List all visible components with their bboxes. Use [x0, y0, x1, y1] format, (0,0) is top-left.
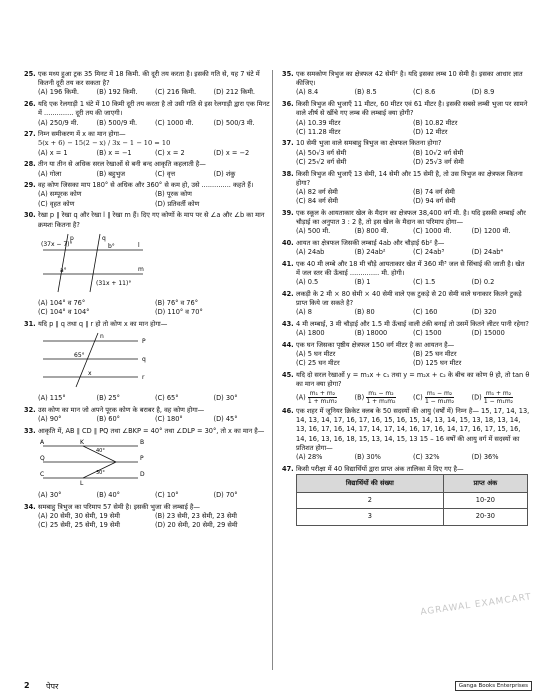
- option-b[interactable]: [355, 390, 414, 405]
- svg-text:q: q: [102, 234, 106, 242]
- options-list: [24, 88, 272, 97]
- option-d[interactable]: (D) 20 सेमी, 20 सेमी, 29 सेमी: [155, 521, 238, 530]
- question-number: 25.: [24, 70, 36, 78]
- option-d[interactable]: (D) x = −2: [213, 148, 250, 157]
- svg-text:B: B: [140, 439, 145, 447]
- option-c[interactable]: (C) वृत्त: [155, 169, 176, 178]
- option-b[interactable]: (B) 10√2 वर्ग सेमी: [413, 148, 464, 157]
- question-formula: 5(x + 6) − 15(2 − x) / 3x − 1 − 10 = 10: [38, 139, 171, 148]
- table-row: [297, 509, 528, 525]
- option-b[interactable]: (B) 40°: [96, 491, 120, 500]
- svg-text:A: A: [40, 439, 45, 447]
- option-a[interactable]: (A) 8: [296, 308, 312, 317]
- question-text: वह कोण जिसका माप 180° से अधिक और 360° से कम हो, उसे .............. कहते हैं।: [38, 181, 254, 190]
- page-number: 2: [24, 681, 30, 690]
- question-number: 37.: [282, 139, 294, 148]
- question-number: 36.: [282, 100, 294, 109]
- options-list: [282, 350, 530, 368]
- table-cell: 3: [297, 509, 444, 525]
- page-footer: [0, 678, 554, 700]
- option-c[interactable]: (C) x = 2: [155, 148, 185, 157]
- question-36: [282, 100, 530, 137]
- options-list: [24, 491, 272, 500]
- option-d[interactable]: (D) 15000: [471, 329, 505, 338]
- options-list: [282, 88, 530, 97]
- question-number: 35.: [282, 70, 294, 78]
- options-list: [282, 453, 530, 462]
- options-list: [24, 119, 272, 128]
- option-letter: (D): [471, 393, 482, 401]
- svg-text:40°: 40°: [96, 448, 105, 455]
- fraction: [484, 390, 513, 405]
- numerator: m₁ − m₂: [426, 389, 453, 397]
- option-b[interactable]: (B) 23 सेमी, 23 सेमी, 23 सेमी: [155, 512, 237, 521]
- option-b[interactable]: (B) 10.82 मीटर: [413, 118, 458, 127]
- svg-text:p: p: [70, 234, 74, 242]
- option-a[interactable]: (A) 90°: [38, 415, 62, 424]
- option-b[interactable]: (B) x = −1: [96, 148, 132, 157]
- option-c[interactable]: [413, 390, 472, 405]
- question-number: 38.: [282, 169, 294, 178]
- option-b[interactable]: (B) 30%: [354, 453, 381, 462]
- option-b[interactable]: (B) पूरक कोण: [155, 190, 192, 199]
- question-42: [282, 290, 530, 318]
- question-text: आयत का क्षेत्रफल जिसकी लम्बाई 4ab और चौड़ाई 6b² है—: [296, 238, 445, 247]
- option-d[interactable]: (D) 25√3 वर्ग सेमी: [413, 157, 464, 166]
- option-b[interactable]: (B) 60°: [96, 415, 120, 424]
- option-d[interactable]: (D) 1200 मी.: [471, 227, 511, 236]
- question-text: निम्न समीकरण में x का मान होगा—: [38, 130, 126, 139]
- option-c[interactable]: (C) 180°: [155, 415, 183, 424]
- question-text: यदि एक रेलगाड़ी 1 घंटे में 10 किमी दूरी तय करता है तो उसी गति से इस रेलगाड़ी द्वारा एक मिनट में .............. दूरी तय की जाएगी।: [38, 100, 270, 118]
- option-b[interactable]: (B) 500/9 मी.: [96, 118, 138, 127]
- svg-text:(31x + 11)°: (31x + 11)°: [96, 279, 132, 287]
- option-d[interactable]: (D) 12 मीटर: [413, 127, 448, 136]
- question-text: 4 मी लम्बाई, 3 मी चौड़ाई और 1.5 मी ऊँचाई वाली टंकी बनाई तो उसमें कितने लीटर पानी रहेगा?: [296, 320, 529, 329]
- options-list: [282, 248, 530, 257]
- fraction: [308, 390, 337, 405]
- question-33: [24, 427, 272, 501]
- column-divider: [272, 70, 273, 670]
- denominator: 1 + m₁m₂: [307, 397, 338, 405]
- svg-text:65°: 65°: [74, 352, 85, 360]
- question-text: यदि दो सरल रेखाओं y = m₁x + c₁ तथा y = m₂x + c₂ के बीच का कोण θ हो, तो tan θ का मान क्या होगा?: [296, 371, 530, 389]
- option-a[interactable]: (A) x = 1: [38, 148, 68, 157]
- svg-text:L: L: [80, 480, 84, 487]
- question-34: [24, 503, 272, 531]
- question-number: 27.: [24, 130, 36, 139]
- question-number: 32.: [24, 405, 36, 414]
- question-number: 34.: [24, 502, 36, 511]
- options-list: [24, 190, 272, 208]
- question-35: [282, 70, 530, 98]
- option-b[interactable]: (B) 1: [354, 278, 371, 287]
- question-number: 40.: [282, 238, 294, 247]
- options-list: [24, 299, 272, 317]
- question-40: [282, 239, 530, 257]
- option-b[interactable]: (B) 80: [354, 308, 375, 317]
- option-d[interactable]: (D) 30°: [213, 394, 238, 403]
- option-a[interactable]: (A) 24ab: [296, 248, 325, 257]
- question-number: 29.: [24, 181, 36, 190]
- data-table: [296, 474, 528, 526]
- option-c[interactable]: (C) 25√2 वर्ग सेमी: [296, 157, 347, 166]
- option-letter: (C): [413, 393, 423, 401]
- option-c[interactable]: (C) 65°: [155, 394, 179, 403]
- option-c[interactable]: (C) 1000 मी.: [413, 227, 452, 236]
- question-45: [282, 371, 530, 404]
- question-38: [282, 170, 530, 207]
- options-list: [282, 188, 530, 206]
- options-list: [282, 119, 530, 137]
- option-a[interactable]: (A) 20 सेमी, 30 सेमी, 19 सेमी: [38, 512, 120, 521]
- option-d[interactable]: [472, 390, 531, 405]
- option-a[interactable]: (A) 30°: [38, 491, 62, 500]
- question-text: लकड़ी के 2 मी × 80 सेमी × 40 सेमी वाले एक टुकड़े से 20 सेमी वाले घनाकार कितने टुकड़े प्राप्त किये जा सकते है?: [296, 289, 522, 308]
- question-number: 28.: [24, 160, 36, 169]
- option-d[interactable]: (D) 8.9: [471, 88, 495, 97]
- question-37: [282, 139, 530, 167]
- option-a[interactable]: (A) 28%: [296, 453, 323, 462]
- options-list: [282, 390, 530, 405]
- option-a[interactable]: (A) 10.39 मीटर: [296, 118, 341, 127]
- options-list: [24, 415, 272, 424]
- question-number: 42.: [282, 289, 294, 298]
- option-a[interactable]: (A) 250/9 मी.: [38, 118, 79, 127]
- fraction: [425, 390, 454, 405]
- question-26: [24, 100, 272, 128]
- option-b[interactable]: (B) 18000: [354, 329, 388, 338]
- question-43: [282, 320, 530, 338]
- question-25: [24, 70, 272, 98]
- option-a[interactable]: (A) 500 मी.: [296, 227, 331, 236]
- denominator: 1 − m₁m₂: [483, 397, 514, 405]
- question-32: [24, 406, 272, 424]
- question-text: किसी परीक्षा में 40 विद्यार्थियों द्वारा प्राप्त अंक तालिका में दिए गए है—: [296, 464, 464, 473]
- question-number: 26.: [24, 100, 36, 109]
- option-c[interactable]: (C) 84 वर्ग सेमी: [296, 197, 338, 206]
- options-list: [24, 394, 272, 403]
- option-a[interactable]: (A) 50√3 वर्ग सेमी: [296, 148, 347, 157]
- table-cell: 10-20: [443, 493, 527, 509]
- svg-text:D: D: [140, 471, 145, 479]
- options-list: [24, 170, 272, 179]
- option-a[interactable]: (A) 196 किमी.: [38, 88, 79, 97]
- question-text: एक समकोण त्रिभुज का क्षेत्रफल 42 सेमी² है। यदि इसका लम्ब 10 सेमी है। इसका आधार ज्ञात कीजिए।: [296, 70, 523, 88]
- question-number: 30.: [24, 211, 36, 220]
- svg-text:Q: Q: [40, 455, 45, 463]
- question-number: 47.: [282, 464, 294, 473]
- option-b[interactable]: (B) 25 घन मीटर: [413, 350, 457, 359]
- question-figure: [24, 232, 272, 297]
- option-d[interactable]: (D) 500/3 मी.: [213, 118, 255, 127]
- svg-text:m: m: [138, 265, 144, 273]
- options-list: [24, 512, 272, 530]
- option-c[interactable]: (C) 25 सेमी, 25 सेमी, 19 सेमी: [38, 521, 121, 530]
- option-b[interactable]: (B) 74 वर्ग सेमी: [413, 187, 455, 196]
- question-text: किसी त्रिभुज की भुजाएँ 11 मीटर, 60 मीटर एवं 61 मीटर है। इसकी सबसे लम्बी भुजा पर सामने वाले शीर्ष से खींचे गए लम्ब की लम्बाई क्या होगी?: [296, 100, 528, 118]
- question-44: [282, 341, 530, 369]
- option-b[interactable]: (B) 76° व 76°: [155, 298, 198, 307]
- question-number: 41.: [282, 259, 294, 268]
- option-a[interactable]: (A) 5 घन मीटर: [296, 350, 336, 359]
- question-number: 43.: [282, 320, 294, 329]
- watermark: AGRAWAL EXAMCART: [419, 592, 533, 618]
- option-c[interactable]: (C) 160: [413, 308, 438, 317]
- option-letter: (B): [354, 393, 365, 401]
- option-b[interactable]: (B) 192 किमी.: [96, 88, 138, 97]
- question-text: रेखा p ∥ रेखा q और रेखा l ∥ रेखा m हैं। दिए गए कोणों के माप पर से ∠a और ∠b का मान क्रमशः कितना है?: [38, 211, 265, 229]
- question-31: [24, 320, 272, 404]
- svg-text:30°: 30°: [96, 470, 105, 477]
- option-d[interactable]: (D) प्रतिवर्ती कोण: [155, 199, 200, 208]
- question-figure: [24, 438, 272, 489]
- option-d[interactable]: (D) 125 घन मीटर: [413, 359, 462, 368]
- question-text: एक स्कूल के आयताकार खेल के मैदान का क्षेत्रफल 38,400 वर्ग मी. है। यदि इसकी लम्बाई और चौड़ाई का अनुपात 3 : 2 है, तो इस खेल के मैदान का परिमाप होगा—: [296, 208, 526, 227]
- svg-text:n: n: [100, 333, 104, 341]
- numerator: m₁ − m₂: [368, 389, 394, 397]
- options-list: [282, 329, 530, 338]
- option-d[interactable]: (D) 110° व 70°: [155, 308, 203, 317]
- options-list: [282, 149, 530, 167]
- table-row: [297, 493, 528, 509]
- svg-text:q: q: [142, 356, 146, 364]
- options-list: [282, 278, 530, 287]
- question-29: [24, 181, 272, 209]
- question-text: एक मध्य हुआ ट्रक 35 मिनट में 18 किमी. की दूरी तय करता है। इसकी गति से, यह 7 घंटे में कितनी दूरी तय कर सकता है?: [38, 70, 260, 88]
- svg-text:P: P: [142, 338, 146, 346]
- svg-text:r: r: [142, 374, 145, 382]
- svg-text:K: K: [80, 439, 84, 447]
- options-list: [24, 149, 272, 158]
- svg-text:P: P: [140, 455, 144, 463]
- option-d[interactable]: (D) 45°: [213, 415, 238, 424]
- option-c[interactable]: (C) 1500: [413, 329, 442, 338]
- option-c[interactable]: (C) 104° व 104°: [38, 308, 90, 317]
- option-a[interactable]: (A) सम्पूरक कोण: [38, 190, 82, 199]
- question-30: [24, 211, 272, 317]
- question-46: [282, 407, 530, 462]
- option-d[interactable]: (D) 320: [471, 308, 497, 317]
- option-d[interactable]: (D) शंकु: [213, 169, 236, 178]
- question-number: 44.: [282, 340, 294, 349]
- svg-text:x: x: [88, 370, 92, 378]
- question-number: 39.: [282, 208, 294, 217]
- option-c[interactable]: (C) 8.6: [413, 88, 436, 97]
- question-text: यदि p ∥ q तथा q ∥ r हो तो कोण x का मान होगा—: [38, 319, 168, 328]
- svg-text:C: C: [40, 471, 45, 479]
- table-cell: 2: [297, 493, 444, 509]
- question-28: [24, 160, 272, 178]
- denominator: 1 + m₁m₂: [366, 397, 396, 405]
- numerator: m₁ + m₂: [309, 389, 336, 397]
- option-b[interactable]: (B) 8.5: [354, 88, 377, 97]
- option-a[interactable]: (A) 115°: [38, 394, 66, 403]
- option-d[interactable]: (D) 212 किमी.: [213, 88, 256, 97]
- option-a[interactable]: (A) 82 वर्ग सेमी: [296, 187, 338, 196]
- option-c[interactable]: (C) 10°: [155, 491, 179, 500]
- option-d[interactable]: (D) 0.2: [471, 278, 495, 287]
- footer-label: पेपर: [46, 682, 59, 691]
- question-text: एक 40 मी लम्बे और 18 मी चौड़े आयताकार खेत में 360 मी³ जल से सिंचाई की जाती है। खेत में जल स्तर की ऊँचाई .............. मी. होगी।: [296, 259, 525, 278]
- svg-text:b°: b°: [108, 242, 115, 250]
- question-figure: [24, 331, 272, 392]
- question-number: 31.: [24, 319, 36, 328]
- option-letter: (A): [296, 393, 306, 401]
- table-cell: 20-30: [443, 509, 527, 525]
- question-text: किसी त्रिभुज की भुजाएँ 13 सेमी, 14 सेमी और 15 सेमी है, तो उस त्रिभुज का क्षेत्रफल कितना होगा?: [296, 169, 523, 187]
- option-d[interactable]: (D) 94 वर्ग सेमी: [413, 197, 456, 206]
- question-47: [282, 465, 530, 526]
- fraction: [366, 390, 395, 405]
- option-a[interactable]: (A) गोला: [38, 169, 62, 178]
- option-d[interactable]: (D) 36%: [471, 453, 499, 462]
- option-b[interactable]: (B) 25°: [96, 394, 120, 403]
- option-b[interactable]: (B) 24ab²: [354, 248, 386, 257]
- option-c[interactable]: (C) 1000 मी.: [155, 118, 194, 127]
- question-text: समबाहु त्रिभुज का परिमाप 57 सेमी है। इसकी भुजा की लम्बाई है—: [38, 502, 201, 511]
- svg-text:l: l: [138, 241, 140, 249]
- option-c[interactable]: (C) 24ab³: [413, 248, 445, 257]
- question-number: 46.: [282, 407, 294, 415]
- option-b[interactable]: (B) बहुभुज: [96, 169, 126, 178]
- table-header: विद्यार्थियों की संख्या: [297, 474, 444, 492]
- option-c[interactable]: (C) 216 किमी.: [155, 88, 197, 97]
- option-a[interactable]: (A) 8.4: [296, 88, 319, 97]
- question-text: 10 सेमी भुजा वाले समबाहु त्रिभुज का क्षेत्रफल कितना होगा?: [296, 139, 442, 148]
- question-41: [282, 260, 530, 288]
- right-column: [282, 70, 530, 528]
- numerator: m₁ + m₂: [485, 389, 512, 397]
- question-39: [282, 209, 530, 237]
- left-column: [24, 70, 272, 533]
- question-number: 33.: [24, 426, 36, 435]
- question-number: 45.: [282, 371, 294, 380]
- option-a[interactable]: (A) 0.5: [296, 278, 319, 287]
- question-text: तीन या तीन से अधिक सरल रेखाओं से बनी बन्द आकृति कहलाती है—: [38, 160, 206, 169]
- option-a[interactable]: (A) 104° व 76°: [38, 298, 86, 307]
- question-text: एक घन जिसका पृष्ठीय क्षेत्रफल 150 वर्ग मीटर है का आयतन है—: [296, 340, 455, 349]
- option-c[interactable]: (C) 1.5: [413, 278, 436, 287]
- option-a[interactable]: (A) 1800: [296, 329, 325, 338]
- option-d[interactable]: (D) 24ab⁴: [471, 248, 504, 257]
- question-text: आकृति में, AB ∥ CD ∥ PQ तथा ∠BKP = 40° तथा ∠DLP = 30°, तो x का मान है—: [38, 426, 265, 435]
- publisher-badge: Ganga Books Enterprises: [455, 681, 532, 691]
- options-list: [282, 227, 530, 236]
- option-c[interactable]: (C) वृहत कोण: [38, 199, 75, 208]
- svg-text:a°: a°: [60, 266, 67, 274]
- svg-text:(37x − 7)°: (37x − 7)°: [41, 240, 73, 248]
- question-text: एक शहर में जूनियर क्रिकेट क्लब के 50 सदस्यों की आयु (वर्षों में) निम्न है— 15, 17, 14, 13, 14, 13, 14, 17, 16, 17, 16, 15, 16, 15, 14, 13, 14, 15, 13, 18, 13, 14, 13, 16, 17, 16, 14, 17, 14, 17, 14, 16, 17, 16, 14, 17, 16, 17, 15, 16, 14, 16, 13, 16, 18, 15, 13, 14, 15, 13 15 – 16 वर्षों की आयु वर्ग में सदस्यों का प्रतिशत होगा—: [296, 407, 530, 452]
- table-header: प्राप्त अंक: [443, 474, 527, 492]
- option-c[interactable]: (C) 11.28 मीटर: [296, 127, 341, 136]
- option-c[interactable]: (C) 25 घन मीटर: [296, 359, 340, 368]
- denominator: 1 − m₁m₂: [424, 397, 455, 405]
- option-d[interactable]: (D) 70°: [213, 491, 238, 500]
- option-b[interactable]: (B) 800 मी.: [354, 227, 389, 236]
- option-c[interactable]: (C) 32%: [413, 453, 440, 462]
- option-a[interactable]: [296, 390, 355, 405]
- question-27: [24, 130, 272, 158]
- options-list: [282, 308, 530, 317]
- question-text: उस कोण का मान जो अपने पूरक कोण के बराबर है, वह कोण होगा—: [38, 405, 205, 414]
